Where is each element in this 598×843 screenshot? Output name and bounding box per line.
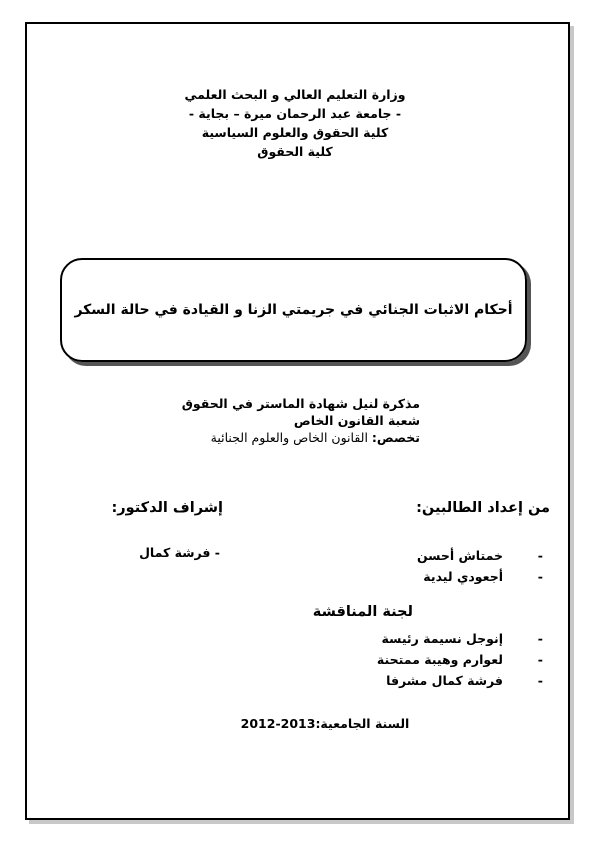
- list-item: [417, 545, 543, 566]
- committee-member: فرشة كمال مشرفا: [386, 673, 503, 688]
- institution-header: [150, 85, 440, 161]
- thesis-info: [170, 395, 420, 446]
- list-dash: -: [537, 548, 543, 563]
- academic-year-value: 2012-2013: [240, 716, 316, 731]
- ministry-name: وزارة التعليم العالي و البحث العلمي: [184, 87, 406, 102]
- title-box: [60, 258, 527, 362]
- committee-member: إنوجل نسيمة رئيسة: [381, 631, 503, 646]
- committee-heading: لجنة المناقشة: [312, 604, 413, 620]
- academic-year: [225, 716, 425, 731]
- committee-member: لعوارم وهيبة ممتحنة: [376, 652, 503, 667]
- students-heading: من إعداد الطالبين:: [416, 500, 550, 516]
- list-item: [377, 670, 543, 691]
- faculty-name: كلية الحقوق والعلوم السياسية: [201, 125, 389, 140]
- academic-year-label: السنة الجامعية:: [315, 716, 410, 731]
- list-dash: -: [537, 631, 543, 646]
- list-dash: -: [537, 673, 543, 688]
- specialty-label: تخصص:: [371, 430, 420, 445]
- list-item: [377, 649, 543, 670]
- list-dash: -: [537, 569, 543, 584]
- student-name: أجعودي ليدية: [423, 569, 503, 584]
- degree-line: مذكرة لنيل شهادة الماستر في الحقوق: [181, 396, 420, 411]
- specialty-value: القانون الخاص والعلوم الجنائية: [210, 430, 372, 445]
- list-item: [417, 566, 543, 587]
- thesis-title: أحكام الاثبات الجنائي في جريمتي الزنا و القيادة في حالة السكر: [74, 302, 513, 318]
- students-list: [417, 545, 543, 587]
- student-name: خمتاش أحسن: [416, 548, 503, 563]
- university-name: - جامعة عبد الرحمان ميرة – بجاية -: [188, 106, 402, 121]
- list-item: [377, 628, 543, 649]
- department-name: كلية الحقوق: [257, 144, 333, 159]
- branch-line: شعبة القانون الخاص: [293, 413, 420, 428]
- supervisor-name: - فرشة كمال: [139, 545, 220, 560]
- supervisor-heading: إشراف الدكتور:: [111, 500, 223, 516]
- list-dash: -: [537, 652, 543, 667]
- committee-list: [377, 628, 543, 691]
- specialty-line: [170, 429, 420, 446]
